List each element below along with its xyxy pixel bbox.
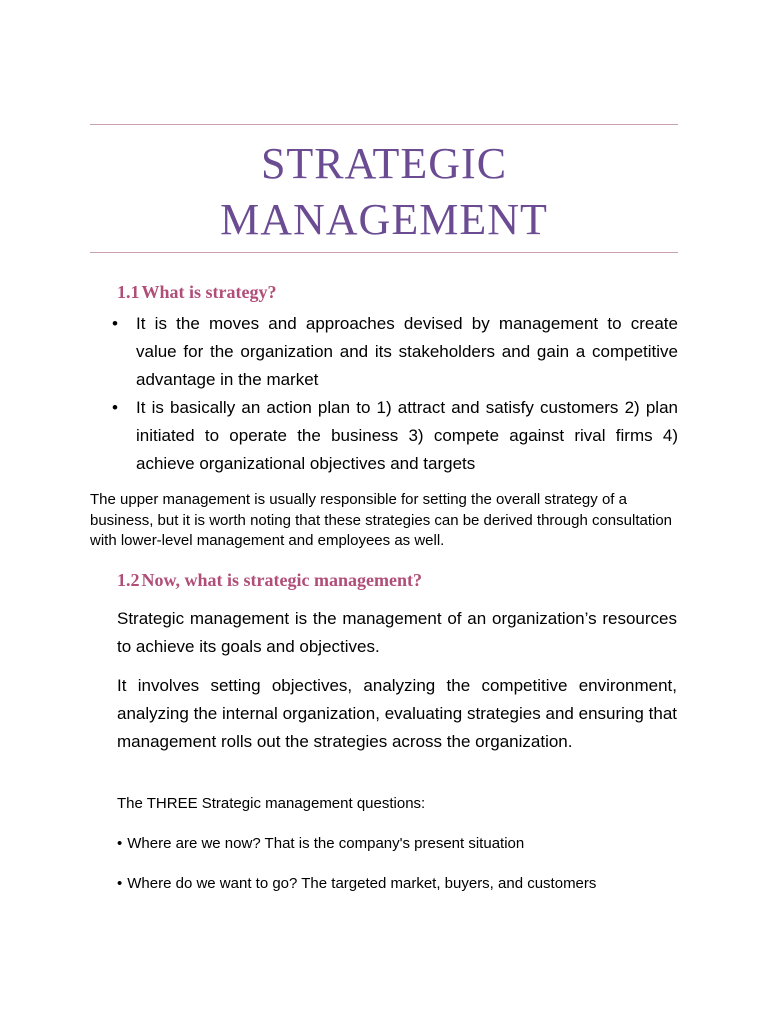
- section-heading-text: Now, what is strategic management?: [141, 570, 422, 590]
- bullet-icon: •: [117, 875, 123, 892]
- section-heading-strategic-management: [117, 570, 422, 591]
- bottom-divider: [90, 252, 678, 253]
- bullet-icon: •: [112, 398, 118, 417]
- bullet-icon: •: [112, 314, 118, 333]
- strategy-bullet-list: [110, 310, 678, 478]
- involves-paragraph: It involves setting objectives, analyzing the competitive environment, analyzing the internal organization, evaluating strategies and ensuring that management rolls out the strategies across the organization.: [117, 676, 677, 751]
- question-item: [117, 835, 524, 852]
- title-line-1: STRATEGIC: [260, 139, 508, 188]
- section-heading-what-is-strategy: [117, 282, 276, 303]
- page-title: [90, 136, 678, 248]
- title-line-2: MANAGEMENT: [220, 195, 548, 244]
- section-number: 1.1: [117, 282, 140, 302]
- section-heading-text: What is strategy?: [141, 282, 277, 302]
- question-text: Where are we now? That is the company's present situation: [127, 835, 525, 852]
- list-item: [110, 394, 678, 478]
- question-item: [117, 875, 596, 892]
- questions-intro: The THREE Strategic management questions:: [117, 795, 426, 812]
- bullet-icon: •: [117, 835, 123, 852]
- list-item-text: It is the moves and approaches devised by management to create value for the organization and its stakeholders and gain a competitive advantage in the market: [136, 314, 678, 389]
- upper-management-note: The upper management is usually responsible for setting the overall strategy of a business, but it is worth noting that these strategies can be derived through consultation with lower-level management and employees as well.: [90, 491, 673, 549]
- top-divider: [90, 124, 678, 125]
- list-item-text: It is basically an action plan to 1) attract and satisfy customers 2) plan initiated to operate the business 3) compete against rival firms 4) achieve organizational objectives and targets: [136, 398, 678, 473]
- definition-paragraph: Strategic management is the management of an organization’s resources to achieve its goals and objectives.: [117, 609, 677, 656]
- question-text: Where do we want to go? The targeted market, buyers, and customers: [127, 875, 597, 892]
- section-number: 1.2: [117, 570, 140, 590]
- list-item: [110, 310, 678, 394]
